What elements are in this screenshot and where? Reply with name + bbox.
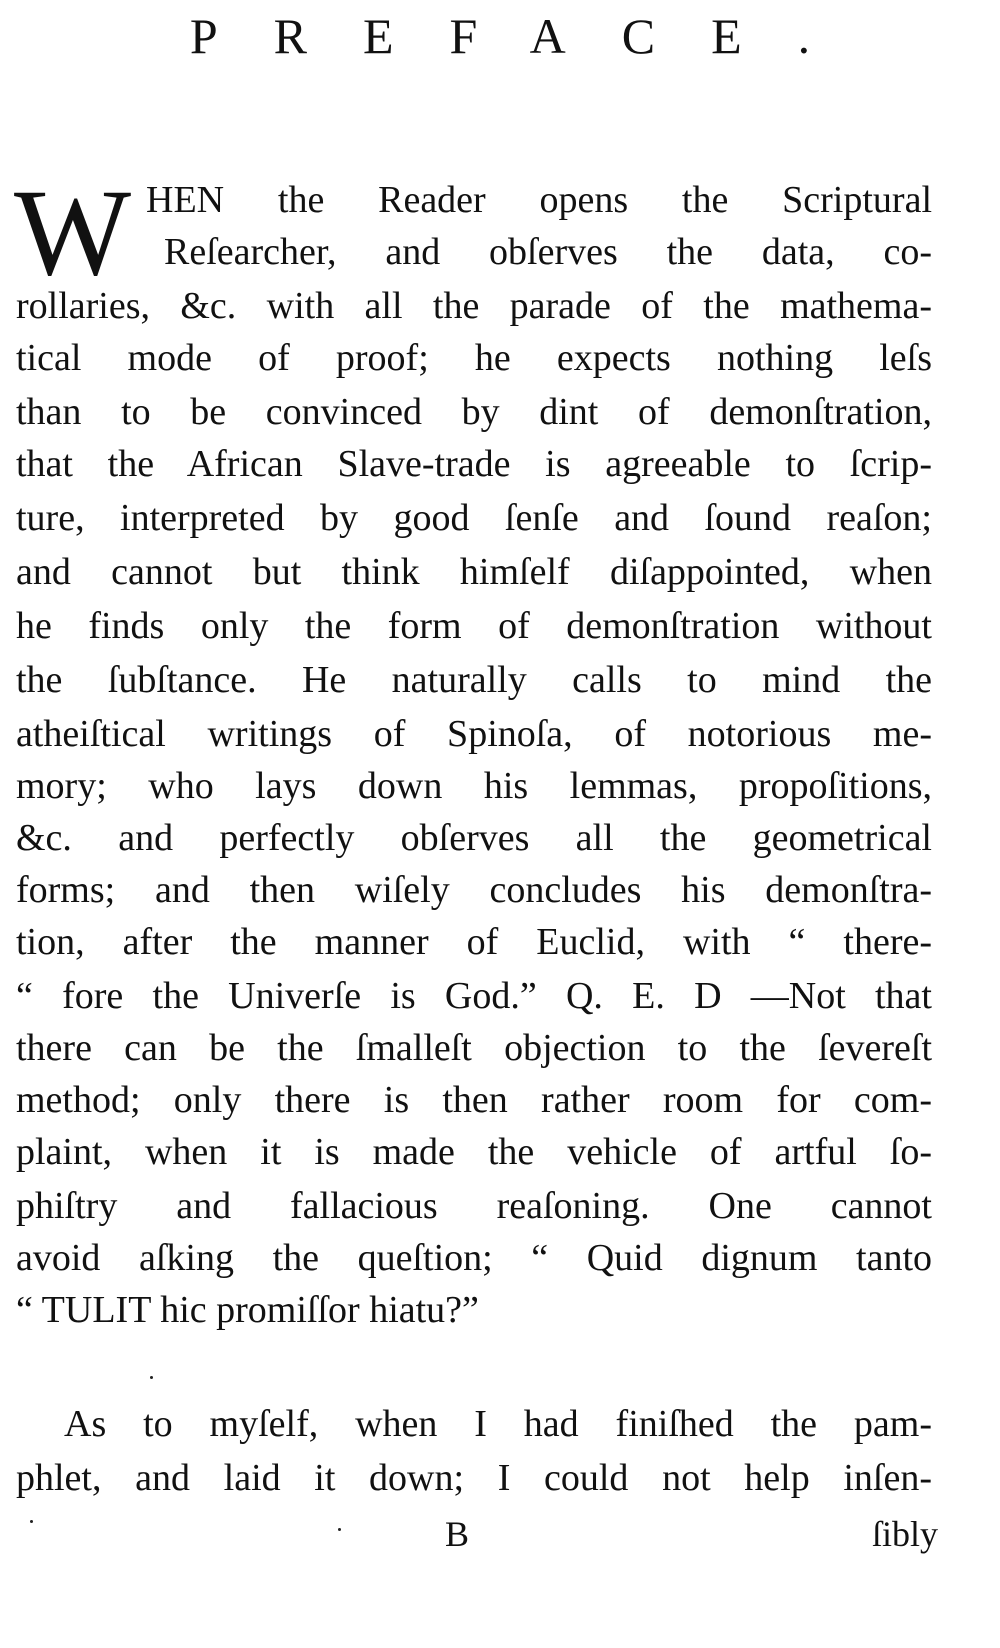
text-line: avoid aſking the queſtion; “ Quid dignum tanto bbox=[16, 1237, 932, 1279]
drop-cap: W bbox=[14, 164, 132, 301]
text-line: ture, interpreted by good ſenſe and ſound reaſon; bbox=[16, 497, 932, 539]
text-line: mory; who lays down his lemmas, propoſitions, bbox=[16, 765, 932, 807]
print-speck bbox=[30, 1520, 33, 1523]
text-line: there can be the ſmalleſt objection to the ſevereſt bbox=[16, 1027, 932, 1069]
print-speck bbox=[338, 1528, 341, 1531]
text-line: method; only there is then rather room for com- bbox=[16, 1079, 932, 1121]
text-line: tical mode of proof; he expects nothing leſs bbox=[16, 337, 932, 379]
text-line: the ſubſtance. He naturally calls to mind the bbox=[16, 659, 932, 701]
catchword: ſibly bbox=[871, 1514, 938, 1554]
text-line: tion, after the manner of Euclid, with “ there- bbox=[16, 921, 932, 963]
text-line: Reſearcher, and obſerves the data, co- bbox=[164, 231, 932, 273]
text-line: than to be convinced by dint of demonſtration, bbox=[16, 391, 932, 433]
text-line: plaint, when it is made the vehicle of artful ſo- bbox=[16, 1131, 932, 1173]
text-line: forms; and then wiſely concludes his demonſtra- bbox=[16, 869, 932, 911]
text-line: that the African Slave-trade is agreeable to ſcrip- bbox=[16, 443, 932, 485]
text-line: As to myſelf, when I had finiſhed the pam- bbox=[64, 1403, 932, 1445]
text-line: phlet, and laid it down; I could not help inſen- bbox=[16, 1457, 932, 1499]
text-line: he finds only the form of demonſtration without bbox=[16, 605, 932, 647]
print-speck bbox=[150, 1376, 153, 1379]
signature-mark: B bbox=[445, 1514, 470, 1554]
page-title: PREFACE. bbox=[189, 8, 867, 64]
text-line: “ TULIT hic promiſſor hiatu?” bbox=[16, 1289, 479, 1331]
text-line: atheiſtical writings of Spinoſa, of notorious me- bbox=[16, 713, 932, 755]
text-line: “ fore the Univerſe is God.” Q. E. D —Not that bbox=[16, 975, 932, 1017]
text-line: phiſtry and fallacious reaſoning. One cannot bbox=[16, 1185, 932, 1227]
text-line: HEN the Reader opens the Scriptural bbox=[146, 179, 932, 221]
text-line: rollaries, &c. with all the parade of the mathema- bbox=[16, 285, 932, 327]
text-line: &c. and perfectly obſerves all the geometrical bbox=[16, 817, 932, 859]
text-line: and cannot but think himſelf diſappointed, when bbox=[16, 551, 932, 593]
